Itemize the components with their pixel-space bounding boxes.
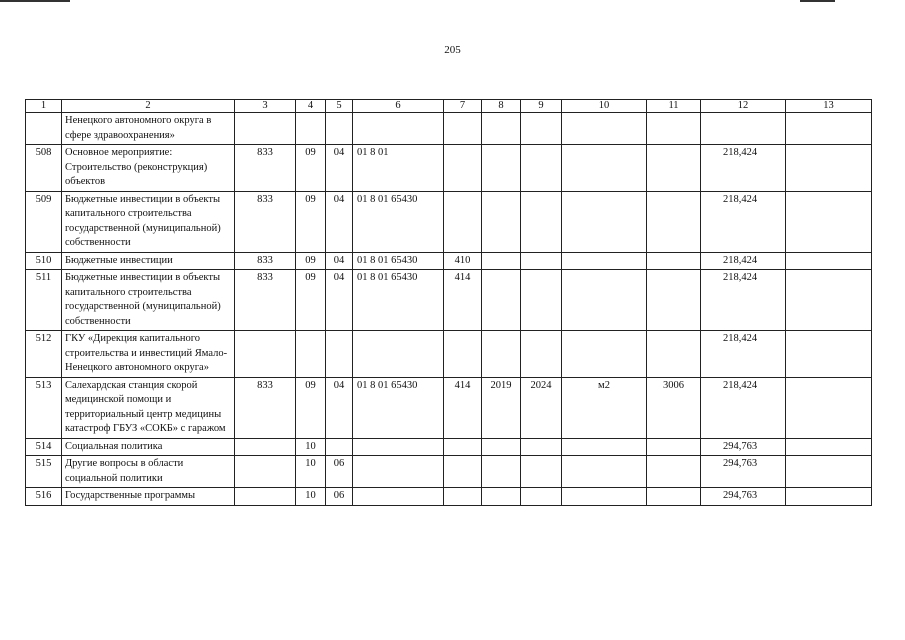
table-cell-c10 xyxy=(562,145,647,192)
table-cell-c5: 06 xyxy=(326,456,353,488)
table-cell-c9 xyxy=(521,270,562,331)
table-cell-c12: 218,424 xyxy=(701,331,786,378)
table-row xyxy=(26,438,872,456)
table-cell-c8 xyxy=(482,456,521,488)
table-cell-c12: 218,424 xyxy=(701,252,786,270)
row-name-cell: Салехардская станция скорой медицинской помощи и территориальный центр медицины катастроф ГБУЗ «СОКБ» с гаражом xyxy=(62,377,235,438)
column-header-9: 9 xyxy=(521,100,562,113)
table-cell-c1 xyxy=(26,113,62,145)
table-cell-c7: 414 xyxy=(444,377,482,438)
table-row xyxy=(26,456,872,488)
table-cell-c8 xyxy=(482,270,521,331)
table-cell-c1: 516 xyxy=(26,488,62,506)
column-header-2: 2 xyxy=(62,100,235,113)
table-cell-c3 xyxy=(235,331,296,378)
table-row xyxy=(26,145,872,192)
table-cell-c8 xyxy=(482,113,521,145)
table-cell-c5: 06 xyxy=(326,488,353,506)
table-cell-c4 xyxy=(296,113,326,145)
table-cell-c13 xyxy=(786,113,872,145)
table-cell-c4: 09 xyxy=(296,191,326,252)
table-cell-c1: 515 xyxy=(26,456,62,488)
table-cell-c4: 09 xyxy=(296,145,326,192)
column-header-8: 8 xyxy=(482,100,521,113)
table-cell-c9 xyxy=(521,456,562,488)
table-cell-c7: 410 xyxy=(444,252,482,270)
table-cell-c13 xyxy=(786,488,872,506)
table-cell-c6 xyxy=(353,113,444,145)
table-cell-c5: 04 xyxy=(326,191,353,252)
table-cell-c9 xyxy=(521,438,562,456)
table-row xyxy=(26,331,872,378)
table-cell-c13 xyxy=(786,270,872,331)
table-cell-c6: 01 8 01 65430 xyxy=(353,252,444,270)
table-cell-c3: 833 xyxy=(235,270,296,331)
table-row xyxy=(26,488,872,506)
row-name-cell: Государственные программы xyxy=(62,488,235,506)
table-cell-c1: 510 xyxy=(26,252,62,270)
table-cell-c8 xyxy=(482,145,521,192)
table-cell-c4: 10 xyxy=(296,488,326,506)
table-cell-c8 xyxy=(482,191,521,252)
row-name-cell: Социальная политика xyxy=(62,438,235,456)
table-cell-c6 xyxy=(353,438,444,456)
table-cell-c8 xyxy=(482,488,521,506)
table-cell-c3 xyxy=(235,456,296,488)
table-cell-c12 xyxy=(701,113,786,145)
column-header-5: 5 xyxy=(326,100,353,113)
row-name-cell: Другие вопросы в области социальной политики xyxy=(62,456,235,488)
table-cell-c10 xyxy=(562,270,647,331)
table-cell-c11 xyxy=(647,145,701,192)
column-header-3: 3 xyxy=(235,100,296,113)
table-cell-c3 xyxy=(235,438,296,456)
table-cell-c1: 511 xyxy=(26,270,62,331)
table-cell-c13 xyxy=(786,252,872,270)
table-cell-c7 xyxy=(444,331,482,378)
table-cell-c12: 218,424 xyxy=(701,270,786,331)
column-header-12: 12 xyxy=(701,100,786,113)
scan-edge-mark-right xyxy=(800,0,835,2)
column-header-4: 4 xyxy=(296,100,326,113)
table-cell-c3 xyxy=(235,488,296,506)
table-cell-c6: 01 8 01 xyxy=(353,145,444,192)
table-row xyxy=(26,191,872,252)
table-cell-c5: 04 xyxy=(326,377,353,438)
table-cell-c3 xyxy=(235,113,296,145)
table-cell-c10 xyxy=(562,191,647,252)
table-cell-c5 xyxy=(326,438,353,456)
table-cell-c8: 2019 xyxy=(482,377,521,438)
table-cell-c5: 04 xyxy=(326,145,353,192)
table-row xyxy=(26,377,872,438)
table-cell-c6: 01 8 01 65430 xyxy=(353,270,444,331)
table-cell-c11 xyxy=(647,456,701,488)
table-cell-c6 xyxy=(353,456,444,488)
table-cell-c11 xyxy=(647,488,701,506)
table-cell-c6: 01 8 01 65430 xyxy=(353,191,444,252)
table-cell-c8 xyxy=(482,438,521,456)
table-cell-c13 xyxy=(786,456,872,488)
table-cell-c10 xyxy=(562,113,647,145)
table-cell-c5 xyxy=(326,113,353,145)
column-header-10: 10 xyxy=(562,100,647,113)
table-cell-c7 xyxy=(444,145,482,192)
table-cell-c5: 04 xyxy=(326,252,353,270)
table-row xyxy=(26,270,872,331)
column-header-11: 11 xyxy=(647,100,701,113)
table-cell-c11 xyxy=(647,438,701,456)
table-header-row xyxy=(26,100,872,113)
table-cell-c12: 218,424 xyxy=(701,145,786,192)
table-cell-c4: 10 xyxy=(296,438,326,456)
table-cell-c12: 294,763 xyxy=(701,438,786,456)
table-cell-c9 xyxy=(521,488,562,506)
page-number: 205 xyxy=(444,44,461,56)
table-cell-c4: 09 xyxy=(296,252,326,270)
table-cell-c7 xyxy=(444,113,482,145)
table-cell-c4: 09 xyxy=(296,270,326,331)
table-cell-c4 xyxy=(296,331,326,378)
table-cell-c6 xyxy=(353,488,444,506)
table-cell-c9 xyxy=(521,191,562,252)
table-cell-c10: м2 xyxy=(562,377,647,438)
table-cell-c11 xyxy=(647,191,701,252)
table-cell-c10 xyxy=(562,331,647,378)
table-cell-c12: 218,424 xyxy=(701,377,786,438)
column-header-7: 7 xyxy=(444,100,482,113)
table-cell-c7: 414 xyxy=(444,270,482,331)
table-cell-c3: 833 xyxy=(235,145,296,192)
table-cell-c9 xyxy=(521,145,562,192)
table-cell-c1: 514 xyxy=(26,438,62,456)
table-cell-c13 xyxy=(786,377,872,438)
column-header-1: 1 xyxy=(26,100,62,113)
row-name-cell: Бюджетные инвестиции в объекты капитального строительства государственной (муниципальной) собственности xyxy=(62,270,235,331)
row-name-cell: Бюджетные инвестиции xyxy=(62,252,235,270)
row-name-cell: ГКУ «Дирекция капитального строительства и инвестиций Ямало-Ненецкого автономного округа» xyxy=(62,331,235,378)
table-cell-c7 xyxy=(444,191,482,252)
table-cell-c11 xyxy=(647,113,701,145)
table-row xyxy=(26,113,872,145)
table-cell-c1: 509 xyxy=(26,191,62,252)
row-name-cell: Бюджетные инвестиции в объекты капитального строительства государственной (муниципальной) собственности xyxy=(62,191,235,252)
table-cell-c11 xyxy=(647,331,701,378)
row-name-cell: Основное мероприятие: Строительство (реконструкция) объектов xyxy=(62,145,235,192)
table-cell-c9 xyxy=(521,331,562,378)
table-cell-c12: 294,763 xyxy=(701,456,786,488)
table-cell-c13 xyxy=(786,191,872,252)
table-cell-c8 xyxy=(482,331,521,378)
table-cell-c7 xyxy=(444,488,482,506)
budget-table xyxy=(25,99,872,506)
table-cell-c10 xyxy=(562,252,647,270)
table-cell-c1: 513 xyxy=(26,377,62,438)
table-cell-c10 xyxy=(562,456,647,488)
row-name-cell: Ненецкого автономного округа в сфере здравоохранения» xyxy=(62,113,235,145)
table-cell-c4: 10 xyxy=(296,456,326,488)
table-cell-c11 xyxy=(647,270,701,331)
column-header-6: 6 xyxy=(353,100,444,113)
table-cell-c12: 294,763 xyxy=(701,488,786,506)
scan-edge-mark-left xyxy=(0,0,70,2)
table-cell-c6: 01 8 01 65430 xyxy=(353,377,444,438)
table-cell-c13 xyxy=(786,145,872,192)
table-cell-c9 xyxy=(521,113,562,145)
table-cell-c11 xyxy=(647,252,701,270)
table-row xyxy=(26,252,872,270)
table-cell-c13 xyxy=(786,331,872,378)
table-cell-c9 xyxy=(521,252,562,270)
table-cell-c13 xyxy=(786,438,872,456)
table-cell-c6 xyxy=(353,331,444,378)
table-cell-c3: 833 xyxy=(235,377,296,438)
table-cell-c4: 09 xyxy=(296,377,326,438)
table-cell-c7 xyxy=(444,456,482,488)
table-cell-c1: 508 xyxy=(26,145,62,192)
table-cell-c5: 04 xyxy=(326,270,353,331)
table-cell-c12: 218,424 xyxy=(701,191,786,252)
table-cell-c3: 833 xyxy=(235,252,296,270)
table-cell-c7 xyxy=(444,438,482,456)
table-cell-c10 xyxy=(562,488,647,506)
column-header-13: 13 xyxy=(786,100,872,113)
table-cell-c9: 2024 xyxy=(521,377,562,438)
table-cell-c10 xyxy=(562,438,647,456)
table-cell-c1: 512 xyxy=(26,331,62,378)
table-cell-c11: 3006 xyxy=(647,377,701,438)
table-cell-c3: 833 xyxy=(235,191,296,252)
table-cell-c5 xyxy=(326,331,353,378)
table-cell-c8 xyxy=(482,252,521,270)
